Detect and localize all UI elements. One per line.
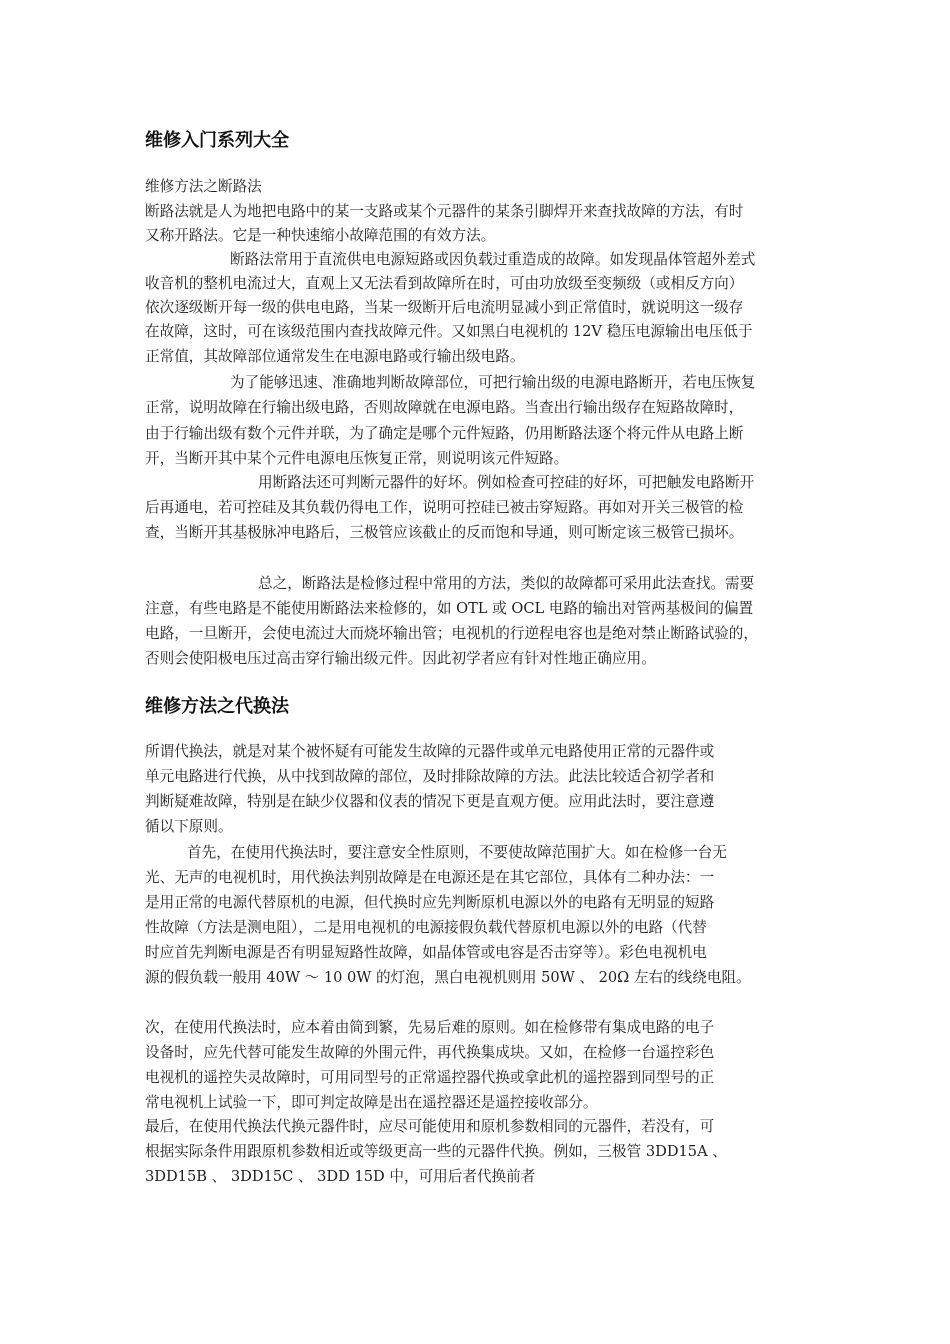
- paragraph-line: 依次逐级断开每一级的供电电路，当某一级断开后电流明显减小到正常值时，就说明这一级存: [145, 299, 744, 316]
- section-subtitle: 维修方法之断路法: [145, 178, 262, 195]
- paragraph-line: 后再通电，若可控硅及其负载仍得电工作，说明可控硅已被击穿短路。再如对开关三极管的检: [145, 499, 744, 516]
- document-title: 维修入门系列大全: [145, 130, 289, 151]
- paragraph-line: 开，当断开其中某个元件电源电压恢复正常，则说明该元件短路。: [145, 450, 569, 467]
- paragraph-line: 最后，在使用代换法代换元器件时，应尽可能使用和原机参数相同的元器件，若没有，可: [145, 1118, 715, 1135]
- paragraph-line: 所谓代换法，就是对某个被怀疑有可能发生故障的元器件或单元电路使用正常的元器件或: [145, 743, 715, 760]
- paragraph-line: 由于行输出级有数个元件并联，为了确定是哪个元件短路，仍用断路法逐个将元件从电路上断: [145, 425, 744, 442]
- paragraph-line: 循以下原则。: [145, 818, 233, 835]
- paragraph-line: 是用正常的电源代替原机的电源，但代换时应先判断原机电源以外的电路有无明显的短路: [145, 894, 715, 911]
- paragraph-line: 首先，在使用代换法时，要注意安全性原则，不要使故障范围扩大。如在检修一台无: [187, 844, 727, 861]
- paragraph-line: 用断路法还可判断元器件的好坏。例如检查可控硅的好坏，可把触发电路断开: [258, 474, 755, 491]
- paragraph-line: 单元电路进行代换，从中找到故障的部位，及时排除故障的方法。此法比较适合初学者和: [145, 768, 715, 785]
- paragraph-line: 光、无声的电视机时，用代换法判别故障是在电源还是在其它部位，具体有二种办法：一: [145, 869, 715, 886]
- paragraph-line: 判断疑难故障，特别是在缺少仪器和仪表的情况下更是直观方便。应用此法时，要注意遵: [145, 793, 715, 810]
- paragraph-line: 收音机的整机电流过大，直观上又无法看到故障所在时，可由功放级至变频级（或相反方向）: [145, 275, 744, 292]
- paragraph-line: 次，在使用代换法时，应本着由简到繁，先易后难的原则。如在检修带有集成电路的电子: [145, 1019, 715, 1036]
- paragraph-line: 正常，说明故障在行输出级电路，否则故障就在电源电路。当查出行输出级存在短路故障时，: [145, 399, 744, 416]
- paragraph-line: 又称开路法。它是一种快速缩小故障范围的有效方法。: [145, 227, 496, 244]
- paragraph-line: 电视机的遥控失灵故障时，可用同型号的正常遥控器代换或拿此机的遥控器到同型号的正: [145, 1069, 715, 1086]
- paragraph-line: 设备时，应先代替可能发生故障的外围元件，再代换集成块。又如，在检修一台遥控彩色: [145, 1044, 715, 1061]
- paragraph-line: 否则会使阳极电压过高击穿行输出级元件。因此初学者应有针对性地正确应用。: [145, 650, 656, 667]
- paragraph-line: 源的假负载一般用 40W ～ 10 0W 的灯泡，黑白电视机则用 50W 、 20Ω 左右的线绕电阻。: [145, 969, 751, 986]
- paragraph-line: 在故障，这时，可在该级范围内查找故障元件。又如黑白电视机的 12V 稳压电源输出电压低于: [145, 323, 753, 340]
- paragraph-line: 断路法就是人为地把电路中的某一支路或某个元器件的某条引脚焊开来查找故障的方法，有时: [145, 203, 744, 220]
- paragraph-line: 3DD15B 、 3DD15C 、 3DD 15D 中，可用后者代换前者: [145, 1168, 536, 1185]
- paragraph-line: 正常值，其故障部位通常发生在电源电路或行输出级电路。: [145, 348, 525, 365]
- paragraph-line: 根据实际条件用跟原机参数相近或等级更高一些的元器件代换。例如，三极管 3DD15A 、: [145, 1143, 727, 1160]
- paragraph-line: 时应首先判断电源是否有明显短路性故障，如晶体管或电容是否击穿等）。彩色电视机电: [145, 944, 707, 961]
- paragraph-line: 常电视机上试验一下，即可判定故障是出在遥控器还是遥控接收部分。: [145, 1094, 598, 1111]
- paragraph-line: 注意，有些电路是不能使用断路法来检修的，如 OTL 或 OCL 电路的输出对管两基极间的偏置: [145, 600, 754, 617]
- paragraph-line: 断路法常用于直流供电电源短路或因负载过重造成的故障。如发现晶体管超外差式: [230, 251, 756, 268]
- paragraph-line: 为了能够迅速、准确地判断故障部位，可把行输出级的电源电路断开，若电压恢复: [230, 374, 756, 391]
- paragraph-line: 查，当断开其基极脉冲电路后，三极管应该截止的反而饱和导通，则可断定该三极管已损坏。: [145, 524, 744, 541]
- section-title: 维修方法之代换法: [145, 696, 289, 717]
- paragraph-line: 电路，一旦断开，会使电流过大而烧坏输出管；电视机的行逆程电容也是绝对禁止断路试验的，: [145, 625, 758, 642]
- paragraph-line: 总之，断路法是检修过程中常用的方法，类似的故障都可采用此法查找。需要: [258, 575, 755, 592]
- paragraph-line: 性故障（方法是测电阻），二是用电视机的电源接假负载代替原机电源以外的电路（代替: [145, 919, 707, 936]
